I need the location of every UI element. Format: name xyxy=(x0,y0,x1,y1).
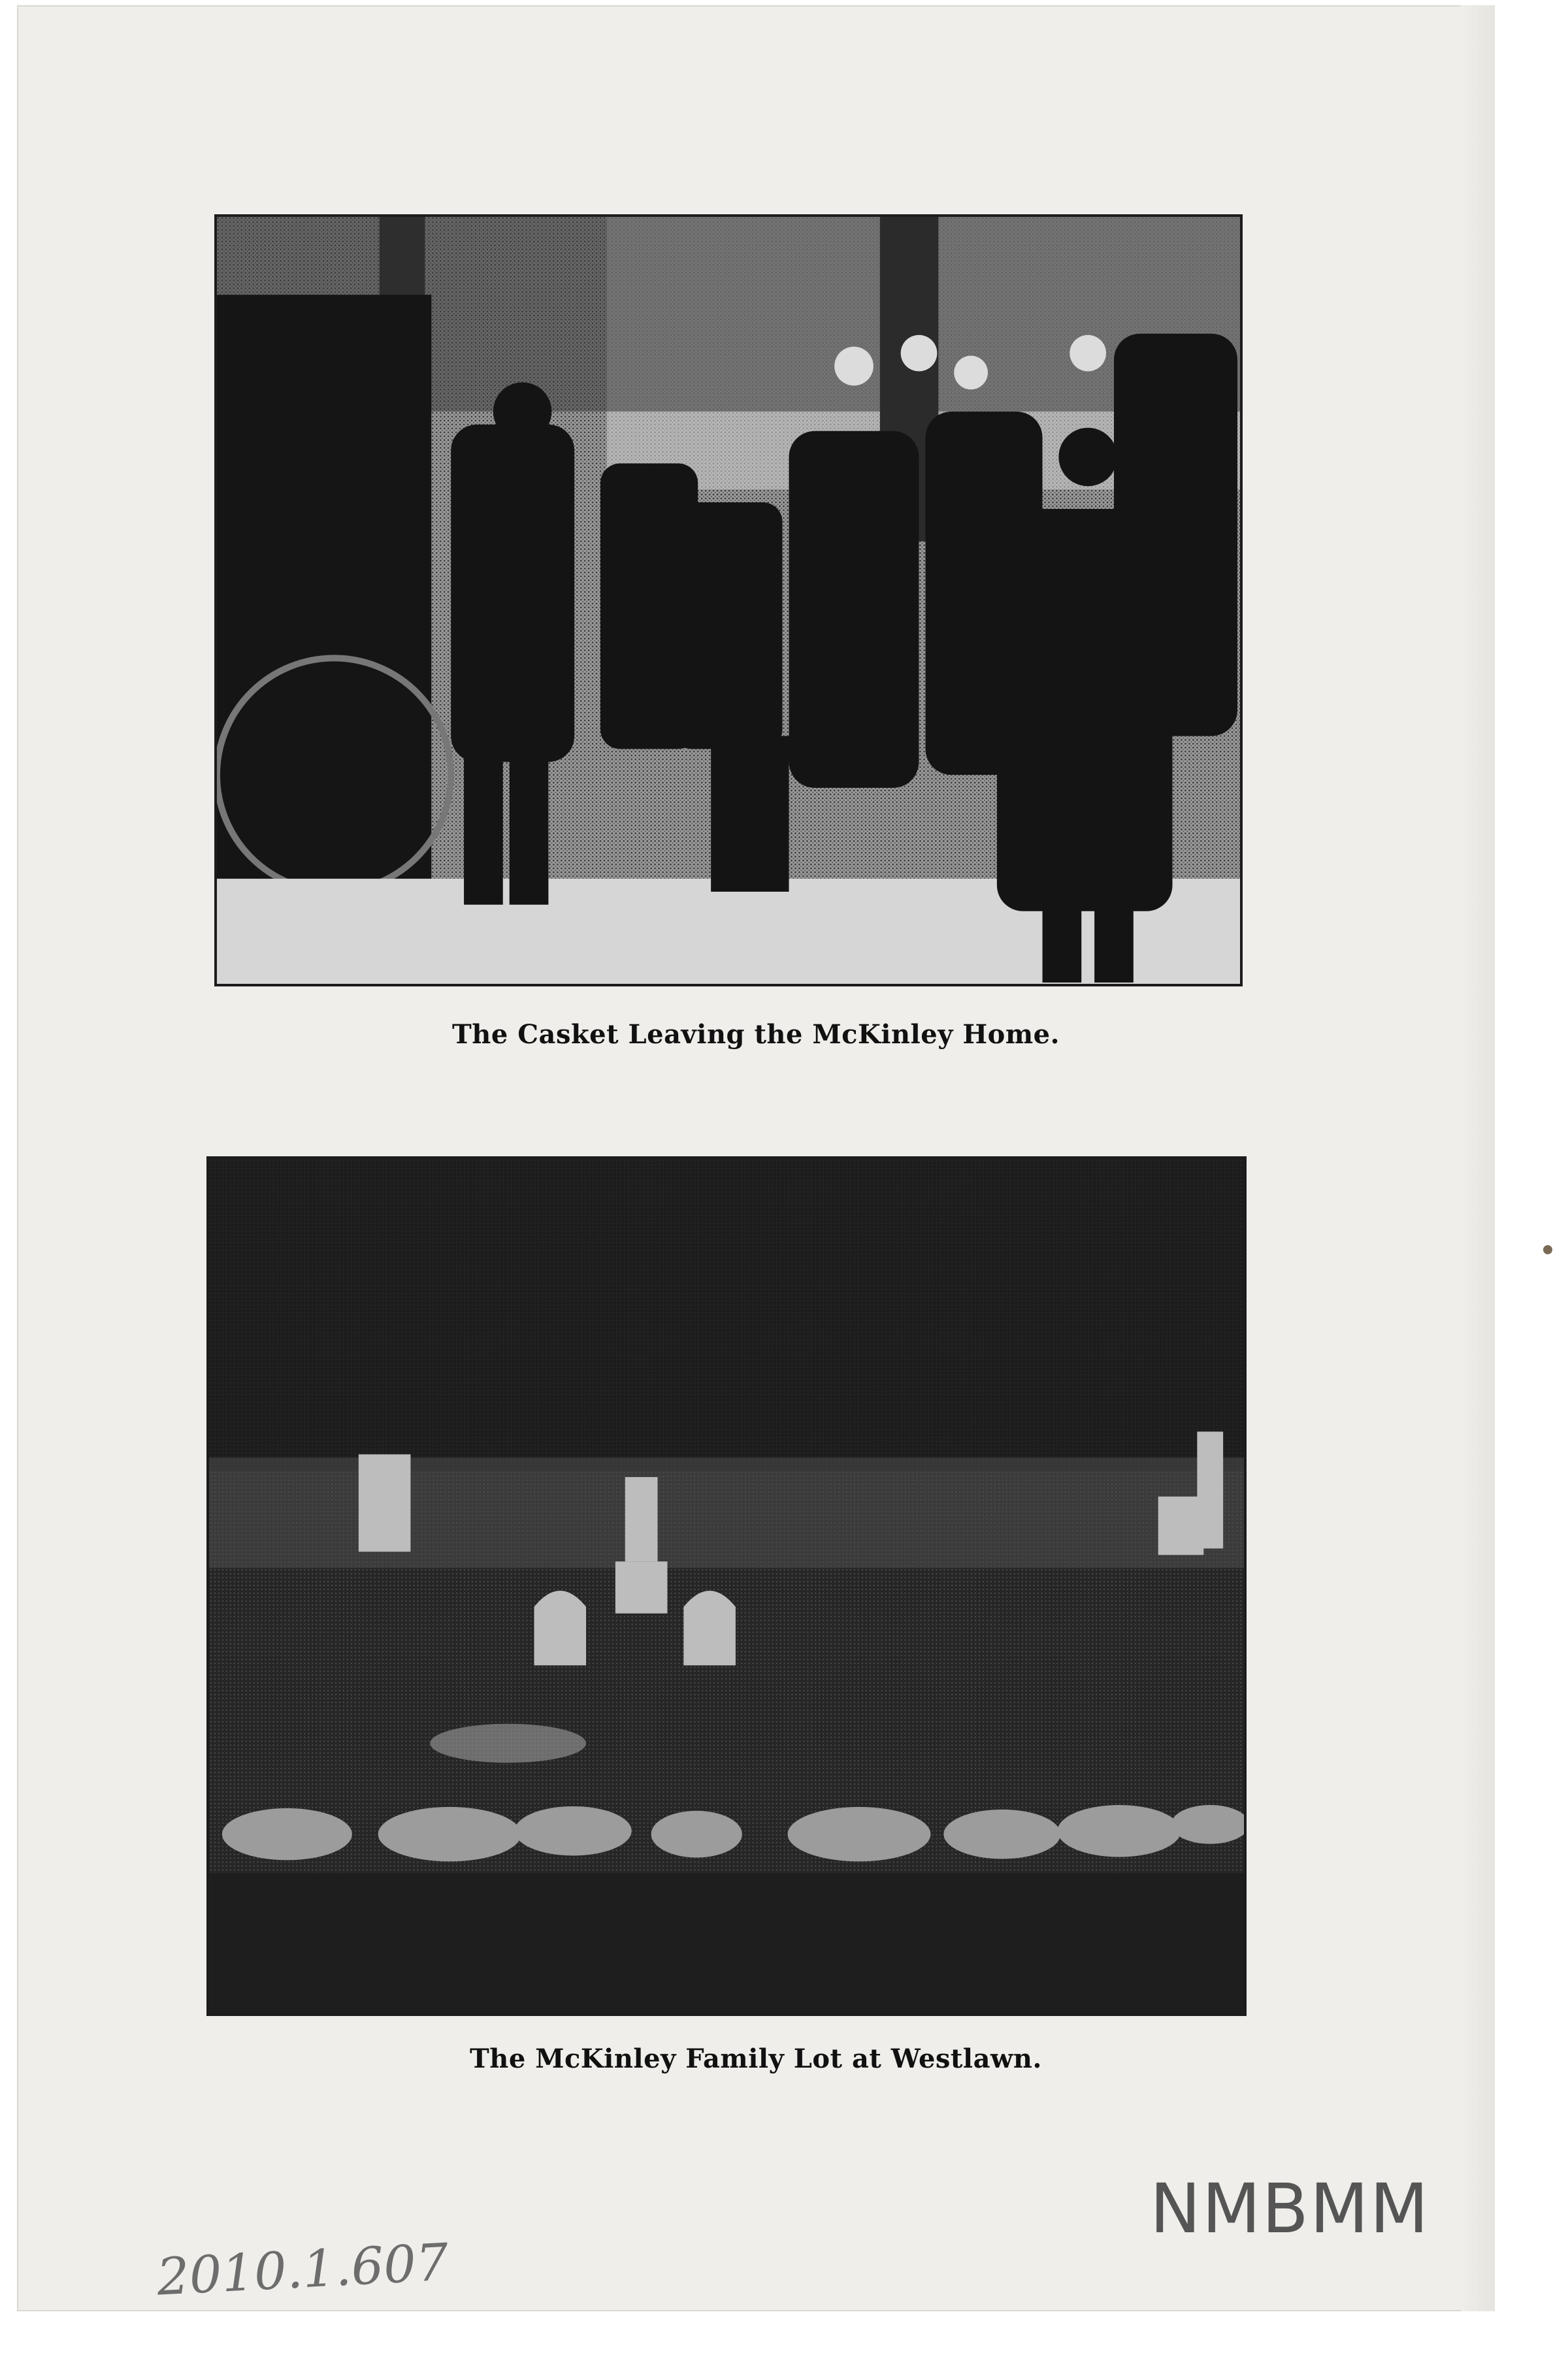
family-lot-cemetery-photo xyxy=(206,1156,1247,2016)
handwritten-accession-number: 2010.1.607 xyxy=(155,2233,450,2307)
casket-procession-photo xyxy=(214,214,1243,986)
collection-watermark: NMBMM xyxy=(1150,2169,1430,2249)
bottom-photo-caption: The McKinley Family Lot at Westlawn. xyxy=(470,2043,1042,2074)
paper-spot xyxy=(1543,1245,1552,1254)
top-photo-caption: The Casket Leaving the McKinley Home. xyxy=(451,1019,1060,1050)
